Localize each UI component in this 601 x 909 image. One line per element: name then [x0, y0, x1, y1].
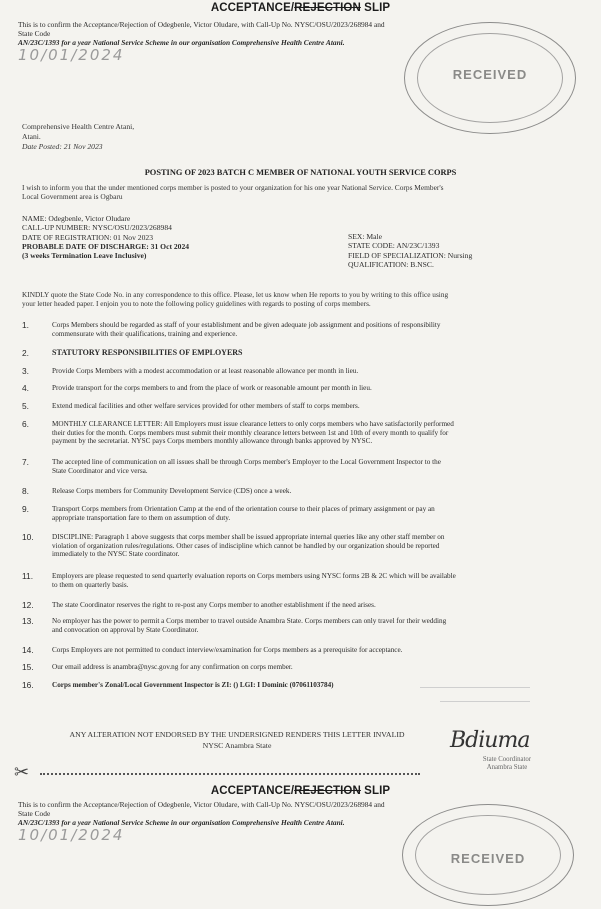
policy-item: 9. Transport Corps members from Orientation Camp at the end of the orientation course to their places of primary assignment or pay an appropriate transportation fare to them on assumption of duty.: [22, 504, 435, 522]
member-field: FIELD OF SPECIALIZATION: Nursing: [348, 250, 473, 260]
corps-member-details-right: [348, 232, 578, 269]
top-slip-line-1: This is to confirm the Acceptance/Rejection of Odegbenle, Victor Oludare, with Call-Up No. NYSC/OSU/2023/268984 and State Code: [18, 20, 385, 38]
member-qualification: QUALIFICATION: B.NSC.: [348, 259, 434, 269]
bottom-slip-title: ACCEPTANCE/REJECTION SLIP: [210, 785, 391, 797]
policy-item: 8. Release Corps members for Community Development Service (CDS) once a week.: [22, 486, 292, 496]
policy-item: 12. The state Coordinator reserves the right to re-post any Corps member to another establishment if the need arises.: [22, 600, 376, 610]
policy-number: 16.: [22, 680, 34, 690]
bottom-stamp-label: RECEIVED: [450, 851, 526, 866]
policy-item: 10. DISCIPLINE: Paragraph 1 above suggests that corps member shall be issued appropriate internal queries like any other staff member on violation of organization rules/regulations. Other cases of indiscipline which cannot be handled by our organization should be reported immediately to the NYSC State coordinator.: [22, 532, 445, 559]
member-discharge-date: PROBABLE DATE OF DISCHARGE: 31 Oct 2024: [22, 241, 190, 251]
bottom-slip-line-2: AN/23C/1393 for a year National Service Scheme in our organisation Comprehensive Health Centre Atani.: [18, 818, 345, 827]
policy-item: 14. Corps Employers are not permitted to conduct interview/examination for Corps members as a prerequisite for acceptance.: [22, 645, 403, 655]
address-line-1: Comprehensive Health Centre Atani,: [22, 122, 135, 131]
policy-number: 4.: [22, 383, 29, 393]
policy-item: 5. Extend medical facilities and other welfare services provided for other members of staff to corps members.: [22, 401, 360, 411]
bottom-slip-line-1: This is to confirm the Acceptance/Rejection of Odegbenle, Victor Oludare, with Call-Up No. NYSC/OSU/2023/268984 and State Code: [18, 800, 385, 818]
top-slip-line-2: AN/23C/1393 for a year National Service Scheme in our organisation Comprehensive Health Centre Atani.: [18, 38, 345, 47]
address-line-2: Atani.: [22, 132, 41, 141]
policy-item: 4. Provide transport for the corps members to and from the place of work or reasonable amount per month in lieu.: [22, 383, 372, 393]
policy-item: 13. No employer has the power to permit a Corps member to travel outside Anambra State. Corps members can only travel for their wedding and convocation on approval by State Coordinator.: [22, 616, 447, 634]
policy-item: 1. Corps Members should be regarded as staff of your establishment and be given adequate job assignment and positions of responsibility commensurate with their qualifications, training and experience.: [22, 320, 441, 338]
policy-number: 5.: [22, 401, 29, 411]
intro-paragraph: I wish to inform you that the under mentioned corps member is posted to your organization for his one year National Service. Corps Member's Local Government area is Ogbaru: [22, 183, 444, 201]
top-slip-title: ACCEPTANCE/REJECTION SLIP: [210, 2, 391, 14]
policy-item: 3. Provide Corps Members with a modest accommodation or at least reasonable allowance per month in lieu.: [22, 366, 359, 376]
top-stamp-label: RECEIVED: [452, 67, 528, 82]
signature-caption: State Coordinator Anambra State: [482, 756, 532, 771]
policy-number: 8.: [22, 486, 29, 496]
member-registration-date: DATE OF REGISTRATION: 01 Nov 2023: [22, 232, 153, 242]
policy-number: 15.: [22, 662, 34, 672]
posting-title: POSTING OF 2023 BATCH C MEMBER OF NATIONAL YOUTH SERVICE CORPS: [144, 168, 457, 177]
policy-number: 7.: [22, 457, 29, 467]
bottom-slip-body: [18, 800, 390, 827]
member-termination-note: (3 weeks Termination Leave Inclusive): [22, 251, 147, 261]
policy-number: 9.: [22, 504, 29, 514]
alteration-line-2: NYSC Anambra State: [202, 741, 272, 750]
policy-number: 6.: [22, 419, 29, 429]
policy-item: 16. Corps member's Zonal/Local Government Inspector is ZI: () LGI: I Dominic (07061103784): [22, 680, 334, 690]
coordinator-signature: Bdiuma: [450, 728, 530, 753]
policy-number: 2.: [22, 348, 29, 358]
policy-item: 15. Our email address is anambra@nysc.gov.ng for any confirmation on corps member.: [22, 662, 293, 672]
kindly-paragraph: KINDLY quote the State Code No. in any correspondence to this office. Please, let us know when He reports to you by writing to this office using your letter headed paper. I enjoin you to note the following policy guidelines with regards to posting of corps members.: [22, 290, 449, 308]
policy-number: 14.: [22, 645, 34, 655]
policy-number: 11.: [22, 571, 34, 581]
top-handwritten-date: 10/01/2024: [18, 46, 125, 64]
scissors-icon: ✂: [14, 762, 30, 782]
policy-item: 11. Employers are please requested to send quarterly evaluation reports on Corps members using NYSC forms 2B & 2C which will be available to them on quarterly basis.: [22, 571, 456, 589]
top-slip-body: [18, 20, 390, 47]
policy-number: 10.: [22, 532, 34, 542]
scan-noise: [440, 701, 530, 702]
member-call-up: CALL-UP NUMBER: NYSC/OSU/2023/268984: [22, 223, 172, 233]
bottom-received-stamp: [402, 804, 574, 906]
bottom-handwritten-date: 10/01/2024: [18, 826, 125, 844]
corps-member-details-left: [22, 214, 322, 260]
policy-number: 3.: [22, 366, 29, 376]
policy-item: 6. MONTHLY CLEARANCE LETTER: All Employers must issue clearance letters to only corps members who have satisfactorily performed their duties for the month. Corps members must submit their monthly clearance letters between 1st and 10th of every month to qualify for payment by the secretariat. NYSC pays Corps members monthly allowance through banks approved by NYSC.: [22, 419, 454, 446]
cut-line: [40, 773, 420, 775]
alteration-line-1: ANY ALTERATION NOT ENDORSED BY THE UNDERSIGNED RENDERS THIS LETTER INVALID: [69, 730, 405, 739]
member-sex: SEX: Male: [348, 232, 382, 241]
policy-item: 7. The accepted line of communication on all issues shall be through Corps member's Employer to the Local Government Inspector to the State Coordinator and vice versa.: [22, 457, 441, 475]
address-block: [22, 122, 134, 152]
policy-number: 13.: [22, 616, 34, 626]
policy-item: 2. STATUTORY RESPONSIBILITIES OF EMPLOYERS: [22, 348, 243, 358]
top-received-stamp: [404, 22, 576, 134]
date-posted: Date Posted: 21 Nov 2023: [22, 142, 103, 151]
scan-noise: [420, 687, 530, 688]
member-state-code: STATE CODE: AN/23C/1393: [348, 241, 440, 251]
policy-number: 1.: [22, 320, 29, 330]
policy-number: 12.: [22, 600, 34, 610]
alteration-notice: [22, 729, 452, 751]
member-name: NAME: Odegbenle, Victor Oludare: [22, 214, 131, 223]
